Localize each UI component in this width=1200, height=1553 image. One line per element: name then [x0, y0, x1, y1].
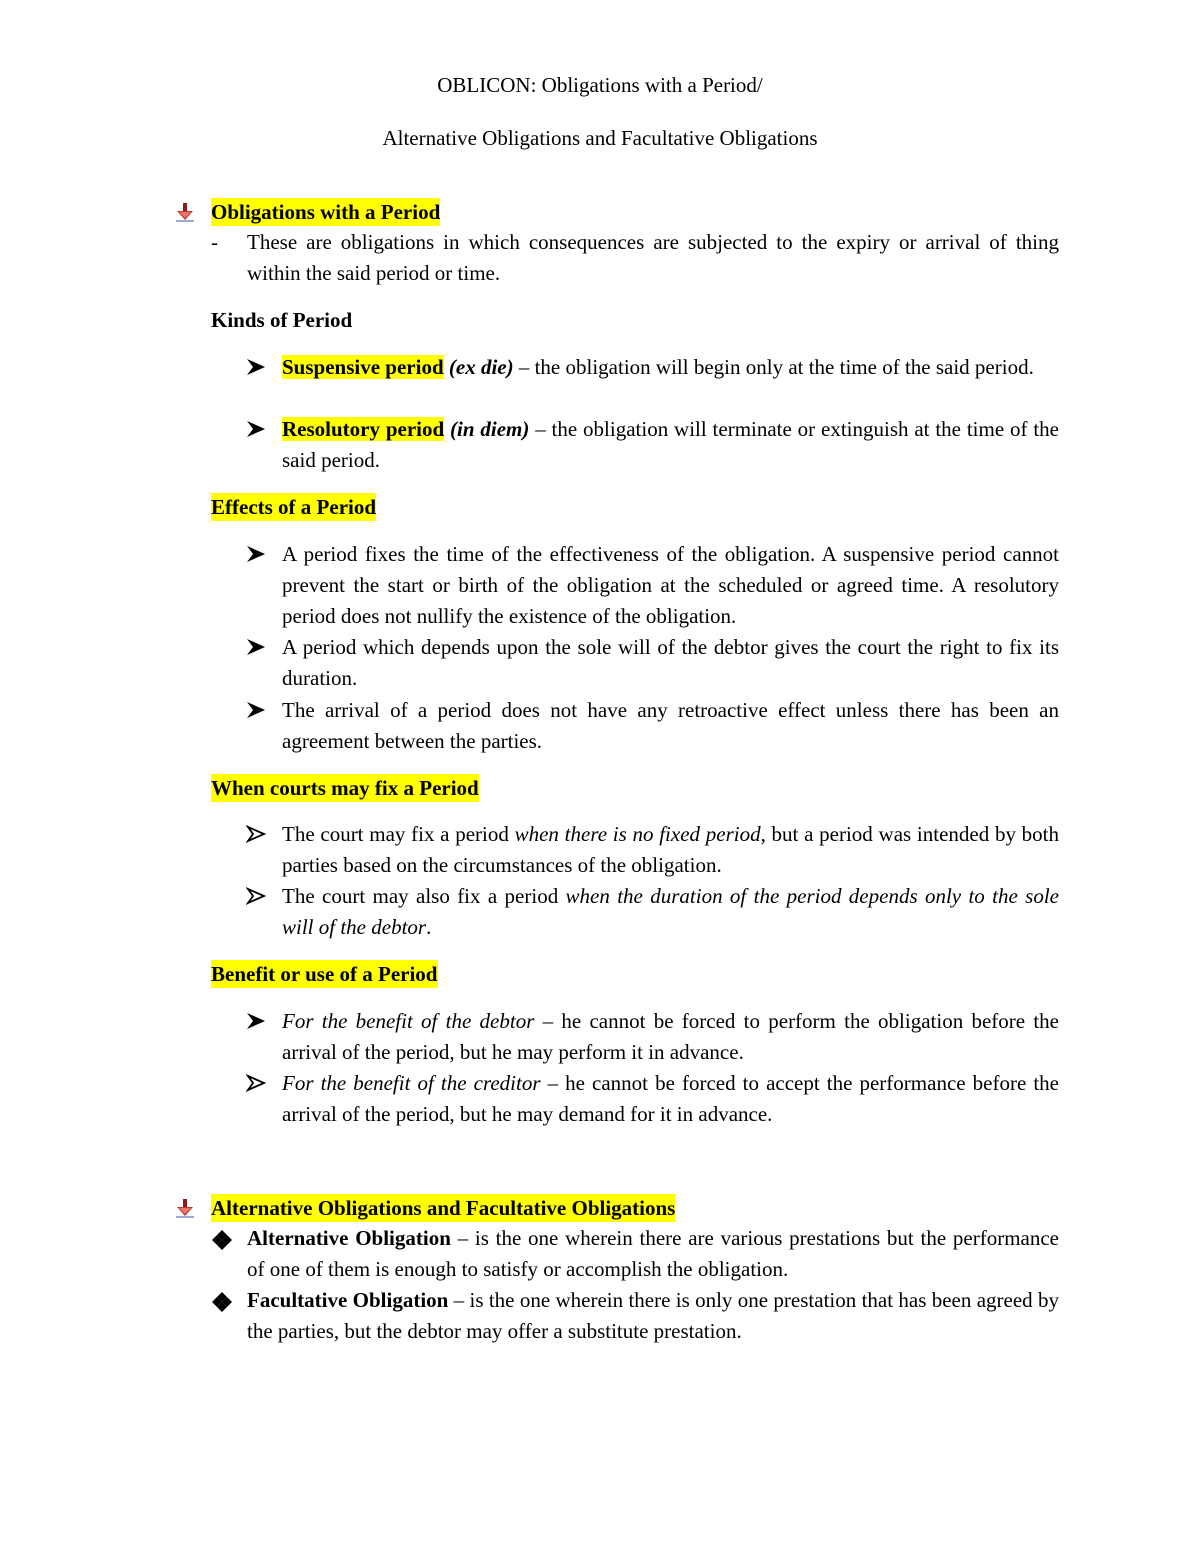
benefit-description: – he cannot be forced to perform the obligation before the arrival of the period, but he may perform it in advance.: [282, 1009, 1059, 1064]
court-text-post: .: [426, 915, 432, 939]
court-text-pre: The court may also fix a period: [282, 884, 566, 908]
four-diamond-icon: [211, 1291, 233, 1313]
court-text-pre: The court may fix a period: [282, 822, 515, 846]
arrowhead-bold-icon: [246, 419, 266, 439]
court-text-emphasis: when the duration of the period depends only to the sole will of the debtor: [282, 884, 1059, 939]
down-arrow-icon: [176, 201, 194, 223]
obligation-type-text: [247, 1285, 1059, 1347]
courts-heading: When courts may fix a Period: [211, 776, 479, 800]
obligation-type-term: Alternative Obligation: [247, 1226, 451, 1250]
obligation-type-description: – is the one wherein there is only one prestation that has been agreed by the parties, but the debtor may offer a substitute prestation.: [247, 1288, 1059, 1343]
arrowhead-bold-icon: [246, 544, 266, 564]
kind-description: – the obligation will begin only at the time of the said period.: [513, 355, 1034, 379]
kinds-of-period-heading: Kinds of Period: [211, 308, 353, 332]
arrowhead-bold-icon: [246, 700, 266, 720]
effect-text: A period which depends upon the sole will of the debtor gives the court the right to fix its duration.: [282, 635, 1059, 690]
arrowhead-bold-icon: [246, 357, 266, 377]
arrowhead-outline-icon: [246, 1073, 266, 1093]
arrowhead-bold-icon: [246, 637, 266, 657]
effect-text: The arrival of a period does not have any retroactive effect unless there has been an agreement between the parties.: [282, 698, 1059, 753]
four-diamond-icon: [211, 1229, 233, 1251]
kind-description: – the obligation will terminate or extinguish at the time of the said period.: [282, 417, 1059, 472]
benefit-term: For the benefit of the debtor: [282, 1009, 535, 1033]
arrowhead-outline-icon: [246, 886, 266, 906]
obligation-type-term: Facultative Obligation: [247, 1288, 449, 1312]
benefit-text: [282, 1068, 1059, 1130]
court-text-emphasis: when there is no fixed period: [514, 822, 761, 846]
benefit-description: – he cannot be forced to accept the performance before the arrival of the period, but he may demand for it in advance.: [282, 1071, 1060, 1126]
document-title-line2: Alternative Obligations and Facultative Obligations: [382, 126, 818, 150]
arrowhead-outline-icon: [246, 824, 266, 844]
section-heading-text: Obligations with a Period: [211, 200, 441, 224]
kind-latin: (ex die): [448, 355, 514, 379]
arrowhead-bold-icon: [246, 1011, 266, 1031]
effects-heading: Effects of a Period: [211, 495, 377, 519]
benefit-heading: Benefit or use of a Period: [211, 962, 438, 986]
kind-term: Suspensive period: [282, 355, 444, 379]
document-title-line1: OBLICON: Obligations with a Period/: [437, 73, 763, 97]
court-text: [282, 881, 1059, 943]
kind-latin: (in diem): [450, 417, 530, 441]
kind-text: [282, 414, 1059, 476]
down-arrow-icon: [176, 1197, 194, 1219]
definition-text: These are obligations in which consequences are subjected to the expiry or arrival of thing within the said period or time.: [247, 230, 1059, 285]
effect-text: A period fixes the time of the effectiveness of the obligation. A suspensive period cannot prevent the start or birth of the obligation at the scheduled or agreed time. A resolutory period does not nullify the existence of the obligation.: [282, 542, 1059, 628]
obligation-type-text: [247, 1223, 1059, 1285]
dash-bullet: -: [211, 230, 218, 254]
section-heading-text: Alternative Obligations and Facultative Obligations: [211, 1196, 676, 1220]
benefit-term: For the benefit of the creditor: [282, 1071, 541, 1095]
court-text-post: , but a period was intended by both parties based on the circumstances of the obligation.: [282, 822, 1060, 877]
court-text: [282, 819, 1059, 881]
benefit-text: [282, 1006, 1059, 1068]
kind-text: [282, 352, 1059, 383]
obligation-type-description: – is the one wherein there are various prestations but the performance of one of them is enough to satisfy or accomplish the obligation.: [247, 1226, 1059, 1281]
kind-term: Resolutory period: [282, 417, 445, 441]
